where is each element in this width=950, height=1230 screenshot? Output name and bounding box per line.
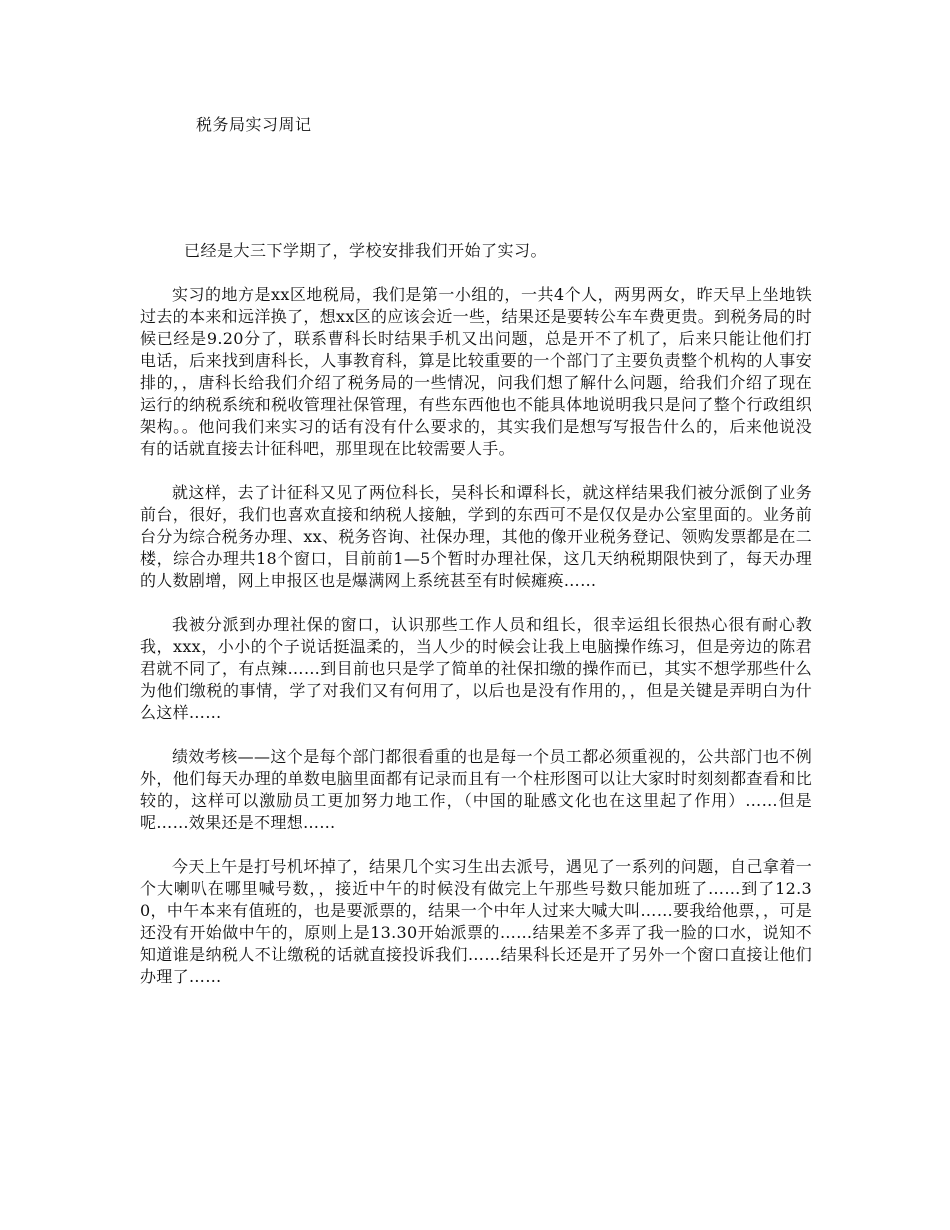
body-paragraph: 实习的地方是xx区地税局，我们是第一小组的，一共4个人，两男两女，昨天早上坐地铁过去的本来和远洋换了，想xx区的应该会近一些，结果还是要转公车车费更贵。到税务局的时候已经是9.20分了，联系曹科长时结果手机又出问题，总是开不了机了，后来只能让他们打电话，后来找到唐科长，人事教育科，算是比较重要的一个部门了主要负责整个机构的人事安排的，，唐科长给我们介绍了税务局的一些情况，问我们想了解什么问题，给我们介绍了现在运行的纳税系统和税收管理社保管理，有些东西他也不能具体地说明我只是问了整个行政组织架构。。他问我们来实习的话有没有什么要求的，其实我们是想写写报告什么的，后来他说没有的话就直接去计征科吧，那里现在比较需要人手。 <box>140 285 812 458</box>
document-body <box>140 284 812 1010</box>
body-paragraph: 绩效考核——这个是每个部门都很看重的也是每一个员工都必须重视的，公共部门也不例外，他们每天办理的单数电脑里面都有记录而且有一个柱形图可以让大家时时刻刻都查看和比较的，这样可以激励员工更加努力地工作，（中国的耻感文化也在这里起了作用）……但是呢……效果还是不理想…… <box>140 747 812 832</box>
body-paragraph: 就这样，去了计征科又见了两位科长，吴科长和谭科长，就这样结果我们被分派倒了业务前台，很好，我们也喜欢直接和纳税人接触，学到的东西可不是仅仅是办公室里面的。业务前台分为综合税务办理、xx、税务咨询、社保办理，其他的像开业税务登记、领购发票都是在二楼，综合办理共18个窗口，目前前1—5个暂时办理社保，这几天纳税期限快到了，每天办理的人数剧增，网上申报区也是爆满网上系统甚至有时候瘫痪…… <box>140 483 812 590</box>
document-title: 税务局实习周记 <box>196 115 312 134</box>
body-paragraph: 今天上午是打号机坏掉了，结果几个实习生出去派号，遇见了一系列的问题，自己拿着一个大喇叭在哪里喊号数，，接近中午的时候没有做完上午那些号数只能加班了……到了12.30，中午本来有值班的，也是要派票的，结果一个中年人过来大喊大叫……要我给他票，，可是还没有开始做中午的，原则上是13.30开始派票的……结果差不多弄了我一脸的口水，说知不知道谁是纳税人不让缴税的话就直接投诉我们……结果科长还是开了另外一个窗口直接让他们办理了…… <box>140 857 812 986</box>
body-paragraph: 我被分派到办理社保的窗口，认识那些工作人员和组长，很幸运组长很热心很有耐心教我，xxx，小小的个子说话挺温柔的，当人少的时候会让我上电脑操作练习，但是旁边的陈君君就不同了，有点辣……到目前也只是学了简单的社保扣缴的操作而已，其实不想学那些什么为他们缴税的事情，学了对我们又有何用了，以后也是没有作用的，，但是关键是弄明白为什么这样…… <box>140 615 812 722</box>
intro-paragraph: 已经是大三下学期了，学校安排我们开始了实习。 <box>184 241 548 260</box>
